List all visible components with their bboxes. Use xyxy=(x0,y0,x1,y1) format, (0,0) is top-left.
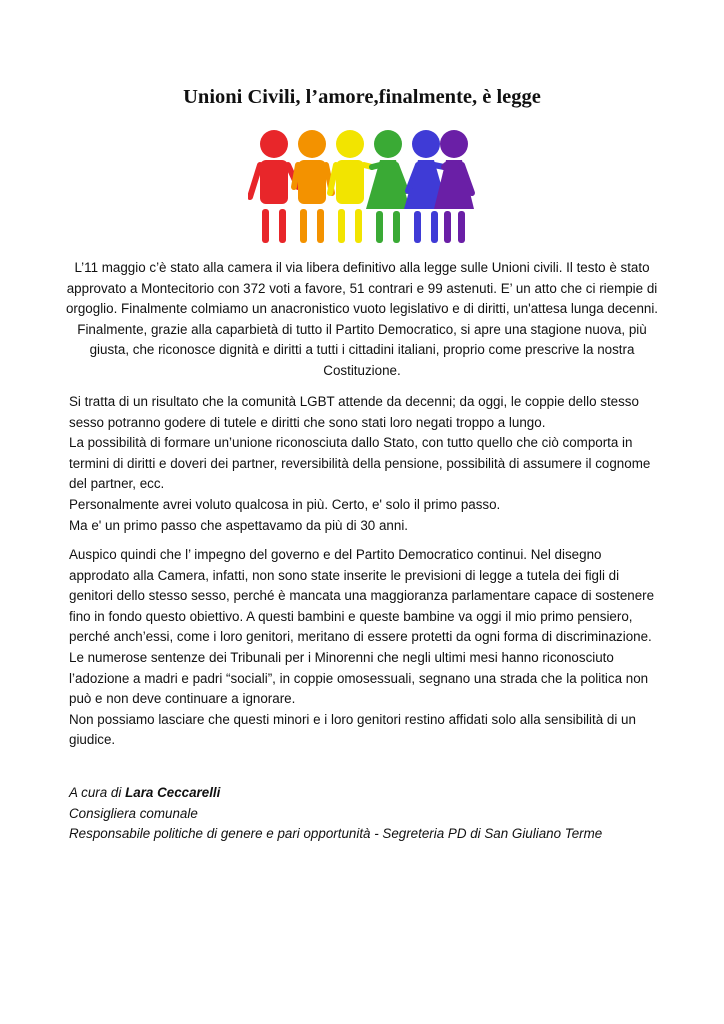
paragraph: Ma e' un primo passo che aspettavamo da più di 30 anni. xyxy=(69,517,409,533)
figure-green xyxy=(366,130,410,243)
body-section-2 xyxy=(69,545,659,751)
body-section-1 xyxy=(69,392,659,536)
rainbow-people-icon xyxy=(248,127,476,245)
signature-author-line xyxy=(69,783,669,804)
page-title: Unioni Civili, l’amore,finalmente, è legge xyxy=(183,86,541,108)
figure-yellow xyxy=(330,130,372,243)
paragraph: Personalmente avrei voluto qualcosa in più. Certo, e' solo il primo passo. xyxy=(69,496,501,512)
paragraph: Si tratta di un risultato che la comunità LGBT attende da decenni; da oggi, le coppie dello stesso sesso potranno godere di tutele e diritti che sono stati loro negati troppo a lungo. xyxy=(69,394,639,430)
author-position: Responsabile politiche di genere e pari opportunità - Segreteria PD di San Giuliano Terme xyxy=(69,826,603,842)
author-name: Lara Ceccarelli xyxy=(125,785,221,800)
figure-orange xyxy=(294,130,332,243)
figure-red xyxy=(250,130,298,243)
intro-paragraph: L’11 maggio c’è stato alla camera il via libera definitivo alla legge sulle Unioni civili. Il testo è stato approvato a Montecitorio con 372 voti a favore, 51 contrari e 99 astenuti. E’ un atto che ci riempie di orgoglio. Finalmente colmiamo un anacronistico vuoto legislativo e di diritti, un'attesa lunga decenni. Finalmente, grazie alla caparbietà di tutto il Partito Democratico, si apre una stagione nuova, più giusta, che riconosce dignità e diritti a tutti i cittadini italiani, proprio come prescrive la nostra Costituzione. xyxy=(65,260,659,378)
author-role: Consigliera comunale xyxy=(69,805,198,821)
signature-prefix: A cura di xyxy=(69,785,126,800)
paragraph: Auspico quindi che l’ impegno del governo e del Partito Democratico continui. Nel disegno approdato alla Camera, infatti, non sono state inserite le previsioni di legge a tutela dei figli di genitori dello stesso sesso, perché è mancata una maggioranza parlamentare capace di sostenere fino in fondo questo obiettivo. A questi bambini e queste bambine va oggi il mio primo pensiero, perché anch’essi, come i loro genitori, meritano di essere protetti da ogni forma di discriminazione. xyxy=(69,547,655,645)
figure-purple xyxy=(434,130,474,243)
paragraph: La possibilità di formare un’unione riconosciuta dallo Stato, con tutto quello che ciò comporta in termini di diritti e doveri dei partner, reversibilità della pensione, possibilità di assumere il cognome del partner, ecc. xyxy=(69,435,651,492)
paragraph: Le numerose sentenze dei Tribunali per i Minorenni che negli ultimi mesi hanno riconosciuto l’adozione a madri e padri “sociali”, in coppie omosessuali, segnano una strada che la politica non può e non deve continuare a ignorare. xyxy=(69,649,649,707)
signature-block xyxy=(69,783,669,845)
paragraph: Non possiamo lasciare che questi minori e i loro genitori restino affidati solo alla sensibilità di un giudice. xyxy=(69,711,636,748)
